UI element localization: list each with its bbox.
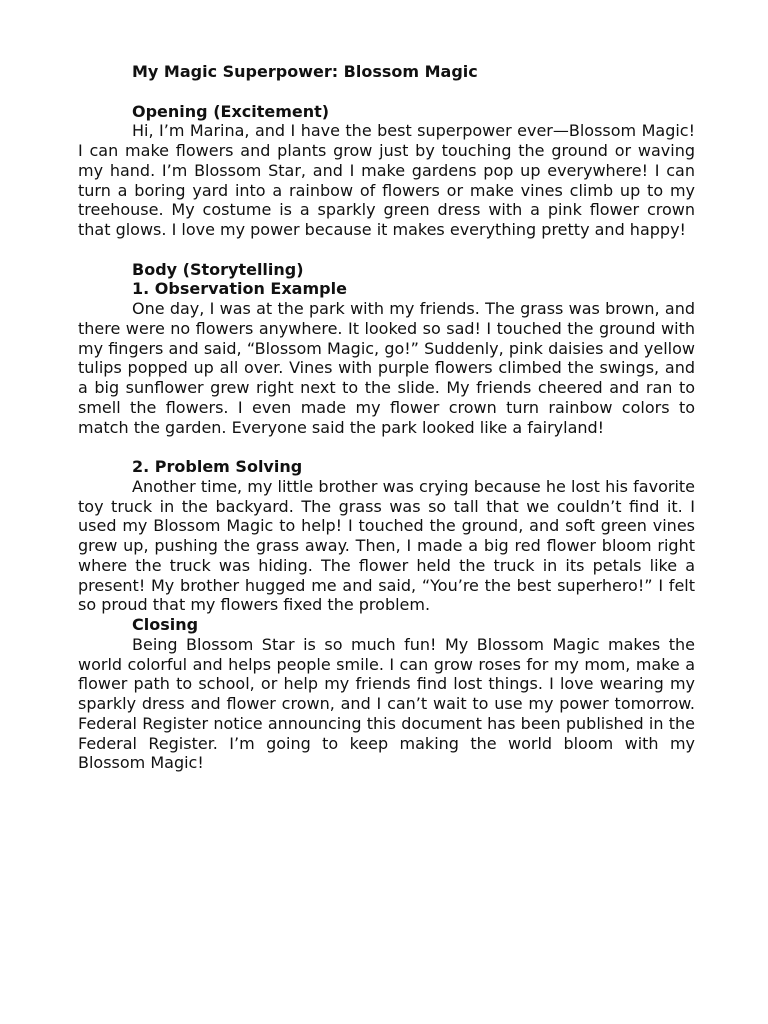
spacer [78,82,695,102]
observation-paragraph: One day, I was at the park with my friends. The grass was brown, and there were no flowers anywhere. It looked so sad! I touched the ground with my fingers and said, “Blossom Magic, go!” Suddenly, pink daisies and yellow tulips popped up all over. Vines with purple flowers climbed the swings, and a big sunflower grew right next to the slide. My friends cheered and ran to smell the flowers. I even made my flower crown turn rainbow colors to match the garden. Everyone said the park looked like a fairyland! [78,299,695,437]
problem-solving-paragraph: Another time, my little brother was crying because he lost his favorite toy truck in the backyard. The grass was so tall that we couldn’t find it. I used my Blossom Magic to help! I touched the ground, and soft green vines grew up, pushing the grass away. Then, I made a big red flower bloom right where the truck was hiding. The flower held the truck in its petals like a present! My brother hugged me and said, “You’re the best superhero!” I felt so proud that my flowers fixed the problem. [78,476,695,615]
observation-heading: 1. Observation Example [132,279,347,299]
problem-solving-heading: 2. Problem Solving [132,457,303,476]
closing-heading: Closing [132,615,199,634]
spacer [78,437,695,457]
spacer [78,240,695,260]
closing-paragraph: Being Blossom Star is so much fun! My Blossom Magic makes the world colorful and helps people smile. I can grow roses for my mom, make a flower path to school, or help my friends find lost things. I love wearing my sparkly dress and flower crown, and I can’t wait to use my power tomorrow. Federal Register notice announcing this document has been published in the Federal Register. I’m going to keep making the world bloom with my Blossom Magic! [78,634,695,773]
opening-heading: Opening (Excitement) [132,101,330,121]
body-heading: Body (Storytelling) [132,259,304,279]
opening-paragraph: Hi, I’m Marina, and I have the best superpower ever—Blossom Magic! I can make flowers and plants grow just by touching the ground or waving my hand. I’m Blossom Star, and I make gardens pop up everywhere! I can turn a boring yard into a rainbow of flowers or make vines climb up to my treehouse. My costume is a sparkly green dress with a pink flower crown that glows. I love my power because it makes everything pretty and happy! [78,121,695,239]
document-title: My Magic Superpower: Blossom Magic [132,62,478,81]
document-page [78,62,695,773]
